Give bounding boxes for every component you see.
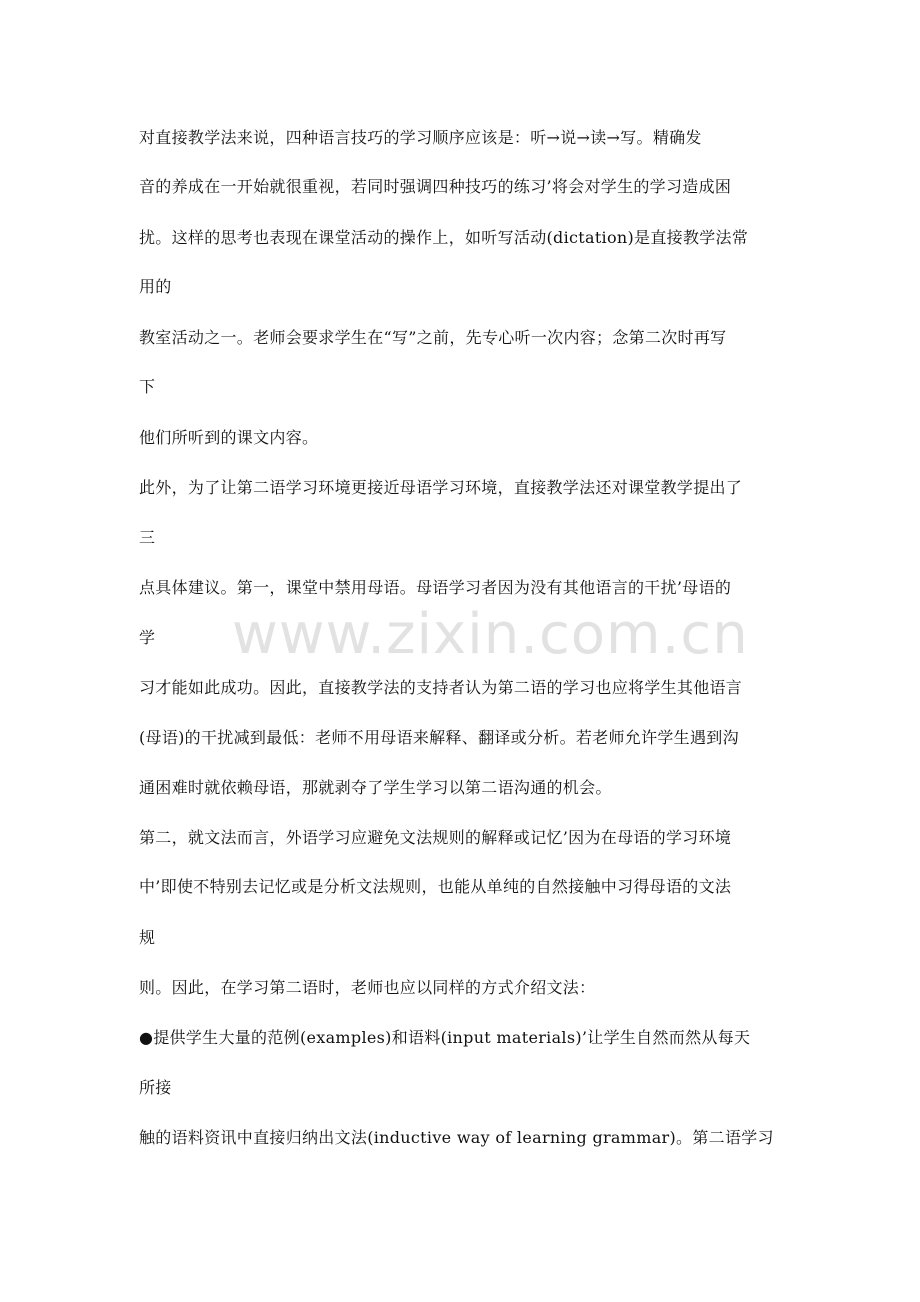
text-line: 扰。这样的思考也表现在课堂活动的操作上，如听写活动(dictation)是直接教学法常 [139,228,749,247]
text-line: 中’即使不特别去记忆或是分析文法规则，也能从单纯的自然接触中习得母语的文法 [139,877,732,896]
text-line: 三 [139,528,156,547]
text-line: 规 [139,928,156,947]
text-line: 音的养成在一开始就很重视，若同时强调四种技巧的练习’将会对学生的学习造成困 [139,177,732,196]
text-line: 此外，为了让第二语学习环境更接近母语学习环境，直接教学法还对课堂教学提出了 [139,478,743,497]
text-line: 点具体建议。第一，课堂中禁用母语。母语学习者因为没有其他语言的干扰’母语的 [139,578,732,597]
text-line: 下 [139,377,156,396]
text-line: 通困难时就依赖母语，那就剥夺了学生学习以第二语沟通的机会。 [139,778,612,797]
text-line: 用的 [139,277,172,296]
text-line: 所接 [139,1078,172,1097]
text-line: 学 [139,628,156,647]
watermark: www.zixin.com.cn [232,602,749,667]
text-line: (母语)的干扰减到最低：老师不用母语来解释、翻译或分析。若老师允许学生遇到沟 [139,728,739,747]
text-line: 他们所听到的课文内容。 [139,428,319,447]
text-line: ●提供学生大量的范例(examples)和语料(input materials)’让学生自然而然从每天 [139,1028,751,1047]
text-line: 第二，就文法而言，外语学习应避免文法规则的解释或记忆’因为在母语的学习环境 [139,828,732,847]
text-line: 则。因此，在学习第二语时，老师也应以同样的方式介绍文法： [139,978,596,997]
text-line: 对直接教学法来说，四种语言技巧的学习顺序应该是：听→说→读→写。精确发 [139,128,702,147]
text-line: 习才能如此成功。因此，直接教学法的支持者认为第二语的学习也应将学生其他语言 [139,678,743,697]
text-line: 教室活动之一。老师会要求学生在“写”之前，先专心听一次内容；念第二次时再写 [139,328,727,347]
text-line: 触的语料资讯中直接归纳出文法(inductive way of learning grammar)。第二语学习 [139,1128,774,1147]
